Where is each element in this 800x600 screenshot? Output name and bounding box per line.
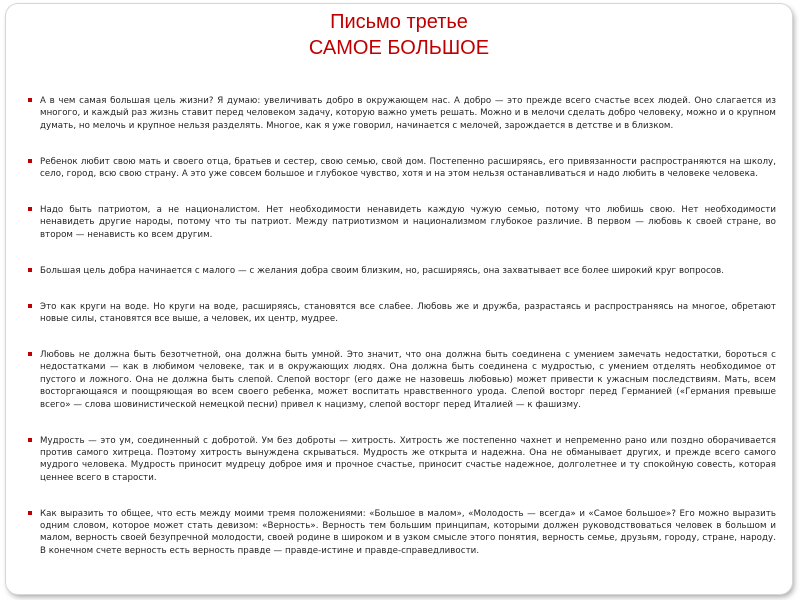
paragraph-text: Как выразить то общее, что есть между моими тремя положениями: «Большое в малом», «Молодость — всегда» и «Самое большое»? Его можно выразить одним словом, которое может стать девизом: «Верность». Верность тем большим принципам, которыми должен руководствоваться человек в большом и малом, верность своей безупречной молодости, своей родине в широком и в узком смысле этого понятия, верность семье, друзьям, городу, стране, народу. В конечном счете верность есть верность правде — правде-истине и правде-справедливости. <box>40 508 776 556</box>
paragraph-text: Мудрость — это ум, соединенный с добротой. Ум без доброты — хитрость. Хитрость же постепенно чахнет и непременно рано или поздно оборачивается против самого хитреца. Поэтому хитрость вынуждена скрываться. Мудрость же открыта и надежна. Она не обманывает других, и прежде всего самого мудрого человека. Мудрость приносит мудрецу доброе имя и прочное счастье, приносит счастье надежное, долголетнее и ту спокойную совесть, которая ценнее всего в старости. <box>40 435 776 483</box>
paragraph <box>28 349 776 411</box>
paragraph <box>28 156 776 181</box>
slide-subtitle: САМОЕ БОЛЬШОЕ <box>308 37 490 59</box>
paragraph-text: Любовь не должна быть безотчетной, она должна быть умной. Это значит, что она должна быть соединена с умением замечать недостатки, бороться с недостатками — как в любимом человеке, так и в окружающих людях. Она должна быть соединена с мудростью, с умением отделять необходимое от пустого и ложного. Она не должна быть слепой. Слепой восторг (его даже не назовешь любовью) может привести к ужасным последствиям. Мать, всем восторгающаяся и поощряющая во всем своего ребенка, может воспитать нравственного урода. Слепой восторг перед Германией («Германия превыше всего» — слова шовинистической немецкой песни) привел к нацизму, слепой восторг перед Италией — к фашизму. <box>40 349 776 410</box>
slide-body <box>28 95 776 570</box>
paragraph <box>28 435 776 485</box>
bullet-icon <box>28 304 32 308</box>
bullet-icon <box>28 352 32 356</box>
paragraph-text: А в чем самая большая цель жизни? Я думаю: увеличивать добро в окружающем нас. А добро — это прежде всего счастье всех людей. Оно слагается из многого, и каждый раз жизнь ставит перед человеком задачу, которую важно уметь решать. Можно и в мелочи сделать добро человеку, можно и о крупном думать, но мелочь и крупное нельзя разделять. Многое, как я уже говорил, начинается с мелочей, зарождается в детстве и в близком. <box>40 96 776 131</box>
bullet-icon <box>28 511 32 515</box>
bullet-icon <box>28 268 32 272</box>
paragraph-text: Большая цель добра начинается с малого — с желания добра своим близким, но, расширяясь, она захватывает все более широкий круг вопросов. <box>40 265 725 276</box>
paragraph <box>28 508 776 558</box>
paragraph <box>28 204 776 241</box>
slide-title-block <box>6 9 792 61</box>
bullet-icon <box>28 438 32 442</box>
slide <box>6 4 792 594</box>
bullet-icon <box>28 207 32 211</box>
bullet-icon <box>28 98 32 102</box>
slide-title: Письмо третье <box>330 11 468 33</box>
paragraph-text: Это как круги на воде. Но круги на воде, расширяясь, становятся все слабее. Любовь же и дружба, разрастаясь и распространяясь на многое, обретают новые силы, становятся все выше, а человек, их центр, мудрее. <box>40 301 776 325</box>
paragraph <box>28 301 776 326</box>
paragraph-text: Ребенок любит свою мать и своего отца, братьев и сестер, свою семью, свой дом. Постепенно расширяясь, его привязанности распространяются на школу, село, город, всю свою страну. А это уже совсем большое и глубокое чувство, хотя и на этом нельзя останавливаться и надо любить в человеке человека. <box>40 156 776 180</box>
paragraph <box>28 95 776 132</box>
paragraph <box>28 265 776 277</box>
paragraph-text: Надо быть патриотом, а не националистом. Нет необходимости ненавидеть каждую чужую семью, потому что любишь свою. Нет необходимости ненавидеть другие народы, потому что ты патриот. Между патриотизмом и национализмом глубокое различие. В первом — любовь к своей стране, во втором — ненависть ко всем другим. <box>40 205 776 240</box>
bullet-icon <box>28 159 32 163</box>
